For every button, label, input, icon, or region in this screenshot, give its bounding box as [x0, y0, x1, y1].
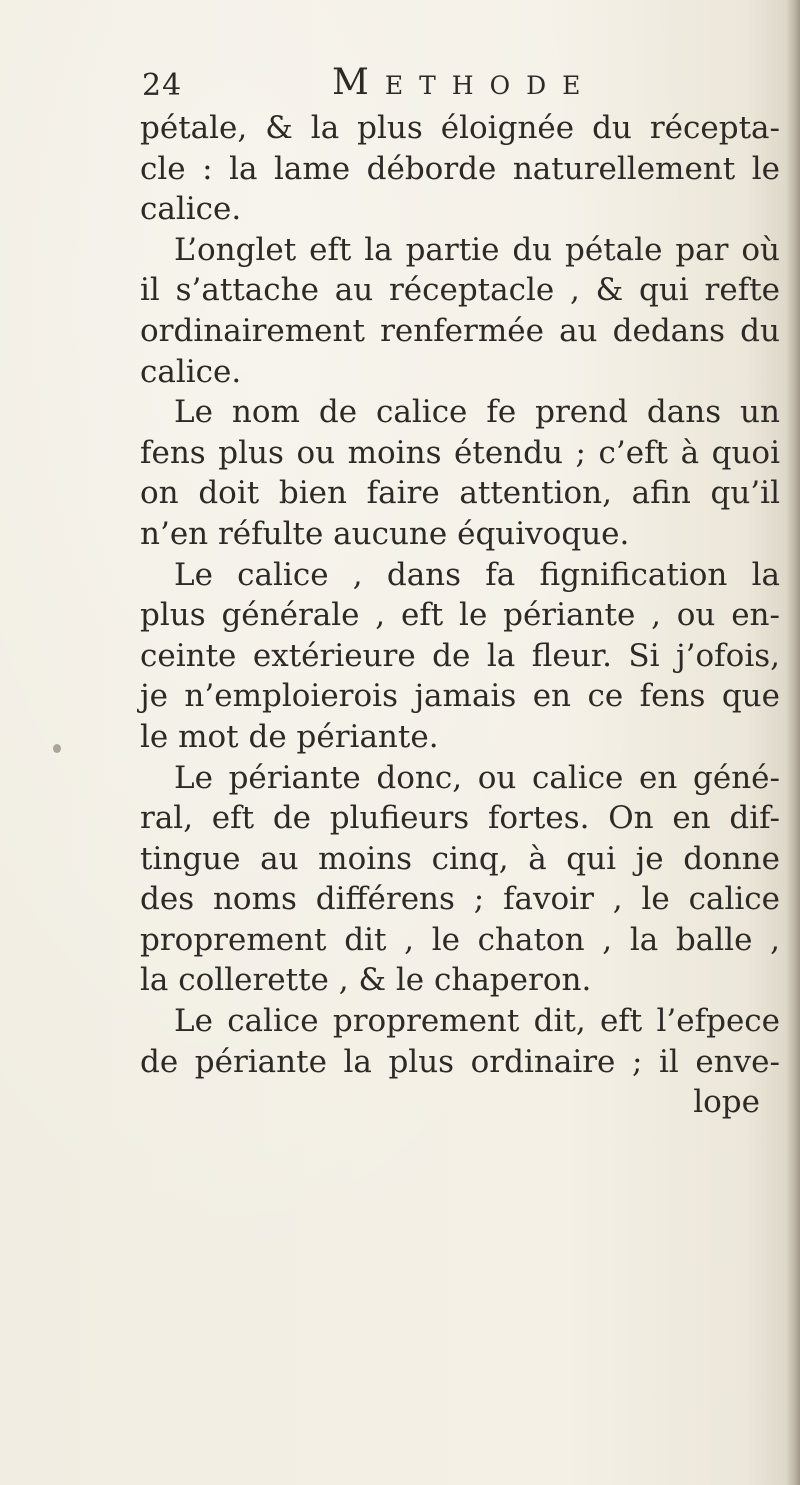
page-edge-shadow: [786, 0, 800, 1485]
text-line: Le calice , dans fa fignification la: [174, 556, 780, 593]
text-line: ral, eft de plufieurs fortes. On en dif-: [140, 800, 780, 837]
text-line: des noms différens ; favoir , le calice: [140, 881, 780, 918]
text-line: plus générale , eft le périante , ou en-: [140, 597, 780, 634]
page-header: [142, 62, 772, 112]
text-line: proprement dit , le chaton , la balle ,: [140, 921, 780, 958]
text-line: pétale, & la plus éloignée du récepta-: [140, 110, 780, 146]
text-line: ordinairement renfermée au dedans du: [140, 312, 780, 349]
text-line: Le nom de calice fe prend dans un: [174, 394, 780, 431]
text-line: cle : la lame déborde naturellement le: [140, 150, 780, 187]
text-line: fens plus ou moins étendu ; c’eft à quoi: [140, 434, 780, 471]
running-head: Methode: [332, 62, 597, 103]
text-line: ceinte extérieure de la fleur. Si j’ofois,: [140, 637, 780, 674]
text-line: Le calice proprement dit, eft l’efpece: [174, 1003, 780, 1040]
text-line: n’en réfulte aucune équivoque.: [140, 515, 630, 552]
text-line: calice.: [140, 353, 242, 390]
text-line: de périante la plus ordinaire ; il enve-: [140, 1043, 780, 1080]
text-line: le mot de périante.: [140, 718, 439, 755]
text-line: la collerette , & le chaperon.: [140, 962, 592, 999]
page-number: 24: [142, 68, 183, 103]
catchword: lope: [693, 1084, 760, 1121]
text-line: L’onglet eft la partie du pétale par où: [174, 231, 780, 268]
text-line: calice.: [140, 191, 242, 228]
text-line: tingue au moins cinq, à qui je donne: [140, 840, 780, 877]
ink-fleck: [53, 744, 61, 753]
body-text: [140, 108, 780, 1123]
text-line: je n’emploierois jamais en ce fens que: [140, 678, 780, 715]
text-line: Le périante donc, ou calice en géné-: [174, 759, 780, 796]
text-line: on doit bien faire attention, afin qu’il: [140, 475, 780, 512]
text-line: il s’attache au réceptacle , & qui refte: [140, 272, 780, 309]
